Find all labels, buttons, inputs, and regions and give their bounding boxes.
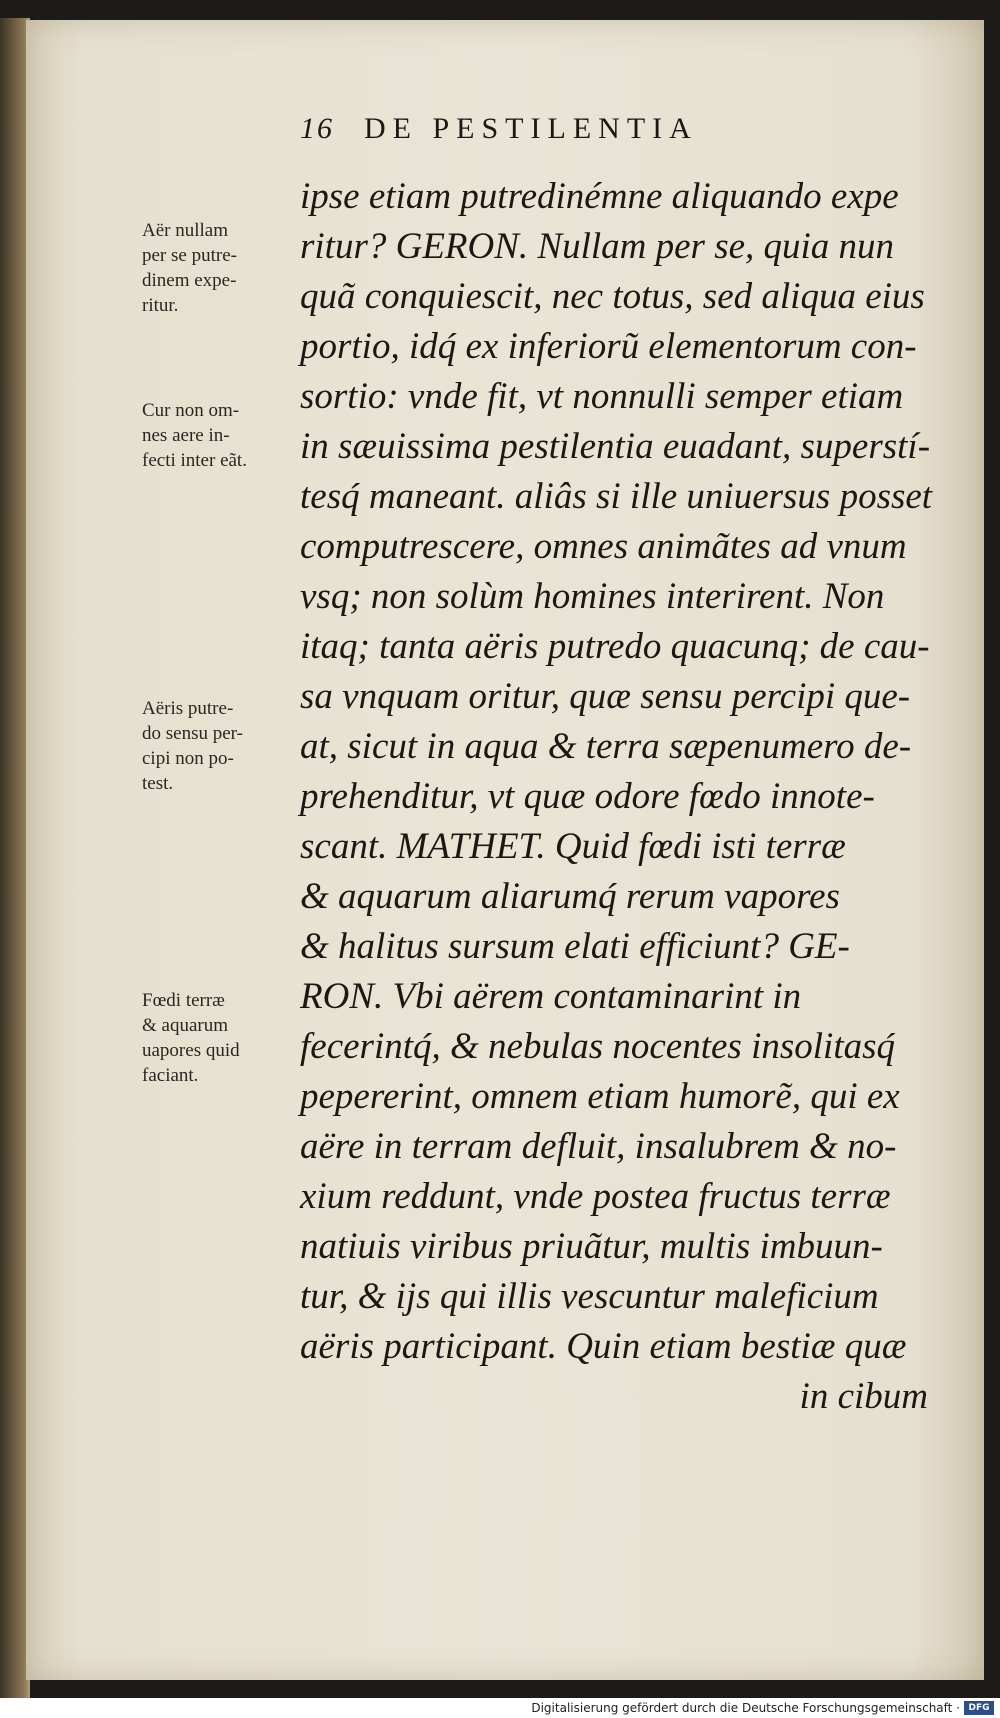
margin-note xyxy=(142,988,297,1088)
text-line: at, sicut in aqua & terra sæpenumero de- xyxy=(300,726,912,767)
running-title: DE PESTILENTIA xyxy=(364,112,698,145)
text-line: vsq; non solùm homines interirent. Non xyxy=(300,576,885,617)
margin-note-line: Aër nullam xyxy=(142,220,229,241)
running-header xyxy=(300,112,860,162)
text-line: pepererint, omnem etiam humorẽ, qui ex xyxy=(300,1076,900,1117)
dfg-logo[interactable]: DFG xyxy=(964,1701,994,1715)
margin-note-line: Cur non om- xyxy=(142,400,240,421)
margin-note xyxy=(142,218,297,318)
text-line: tesq́ maneant. aliâs si ille uniuersus posset xyxy=(300,476,933,517)
margin-note-line: Fœdi terræ xyxy=(142,990,225,1011)
digitization-credit: Digitalisierung gefördert durch die Deutsche Forschungsgemeinschaft · xyxy=(531,1701,960,1715)
text-line: prehenditur, vt quæ odore fœdo innote- xyxy=(300,776,875,817)
catchword: in cibum xyxy=(799,1376,928,1417)
margin-note xyxy=(142,696,297,796)
text-line: sortio: vnde fit, vt nonnulli semper etiam xyxy=(300,376,904,417)
margin-note-line: cipi non po- xyxy=(142,748,234,769)
text-line: sa vnquam oritur, quæ sensu percipi que- xyxy=(300,676,911,717)
margin-note-line: uapores quid xyxy=(142,1040,240,1061)
margin-note-line: & aquarum xyxy=(142,1015,229,1036)
text-line: tur, & ijs qui illis vescuntur maleficium xyxy=(300,1276,879,1317)
margin-note-line: per se putre- xyxy=(142,245,237,266)
text-line: aëre in terram defluit, insalubrem & no- xyxy=(300,1126,897,1167)
text-line: portio, idq́ ex inferiorũ elementorum con- xyxy=(300,326,917,367)
text-line: xium reddunt, vnde postea fructus terræ xyxy=(300,1176,891,1217)
text-line: quã conquiescit, nec totus, sed aliqua eius xyxy=(300,276,925,317)
text-line: itaq; tanta aëris putredo quacunq; de cau- xyxy=(300,626,930,667)
text-line: ritur? GERON. Nullam per se, quia nun xyxy=(300,226,895,267)
text-line: natiuis viribus priuãtur, multis imbuun- xyxy=(300,1226,883,1267)
text-line: & aquarum aliarumq́ rerum vapores xyxy=(300,876,840,917)
margin-note-line: ritur. xyxy=(142,295,179,316)
text-line: aëris participant. Quin etiam bestiæ quæ xyxy=(300,1326,907,1367)
text-line: in sæuissima pestilentia euadant, superstí- xyxy=(300,426,931,467)
text-line: & halitus sursum elati efficiunt? GE- xyxy=(300,926,850,967)
margin-note-line: nes aere in- xyxy=(142,425,230,446)
margin-note-line: test. xyxy=(142,773,174,794)
text-line: computrescere, omnes animãtes ad vnum xyxy=(300,526,907,567)
text-line: fecerintq́, & nebulas nocentes insolitasq́ xyxy=(300,1026,895,1067)
margin-note-line: do sensu per- xyxy=(142,723,243,744)
margin-note xyxy=(142,398,297,473)
main-text-block xyxy=(300,172,940,1422)
margin-note-line: fecti inter eãt. xyxy=(142,450,247,471)
text-line: RON. Vbi aërem contaminarint in xyxy=(300,976,802,1017)
margin-note-line: faciant. xyxy=(142,1065,199,1086)
margin-note-line: dinem expe- xyxy=(142,270,237,291)
margin-note-line: Aëris putre- xyxy=(142,698,234,719)
page-number: 16 xyxy=(300,112,334,145)
text-line: ipse etiam putredinémne aliquando expe xyxy=(300,176,899,217)
text-line: scant. MATHET. Quid fœdi isti terræ xyxy=(300,826,846,867)
